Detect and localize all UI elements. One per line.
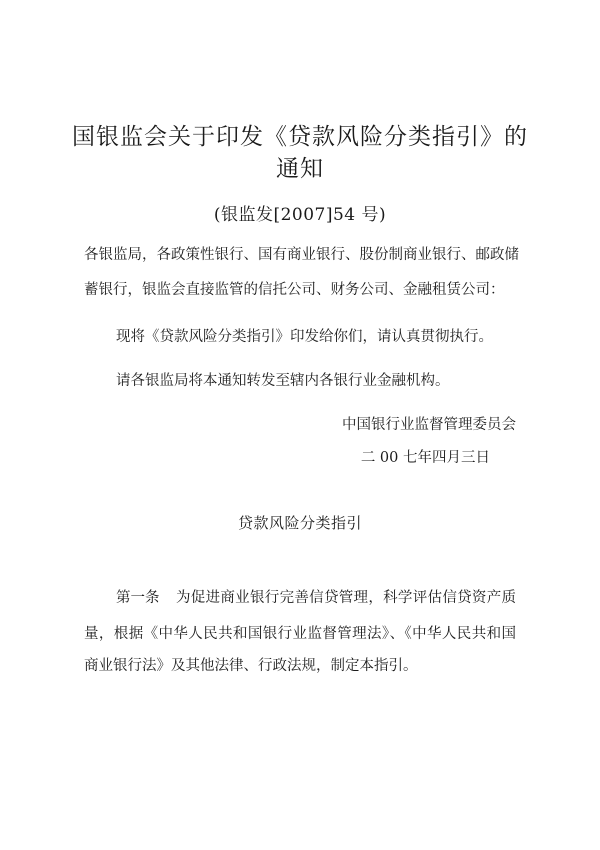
- notice-paragraph1: 现将《贷款风险分类指引》印发给你们，请认真贯彻执行。: [116, 329, 493, 345]
- article1-line1: 为促进商业银行完善信贷管理，科学评估信贷资产质: [176, 590, 516, 606]
- guideline-title: 贷款风险分类指引: [237, 514, 362, 532]
- issue-date: 二 00 七年四月三日: [360, 450, 490, 466]
- addressee-line1: 各银监局，各政策性银行、国有商业银行、股份制商业银行、邮政储: [84, 247, 519, 263]
- article1-label: 第一条: [116, 590, 160, 606]
- article1-line3: 商业银行法》及其他法律、行政法规，制定本指引。: [84, 658, 418, 674]
- document-title-line2: 通知: [276, 156, 324, 182]
- article1-line2: 量，根据《中华人民共和国银行业监督管理法》、《中华人民共和国: [84, 626, 516, 642]
- notice-paragraph2: 请各银监局将本通知转发至辖内各银行业金融机构。: [116, 373, 450, 389]
- document-title-line1: 国银监会关于印发《贷款风险分类指引》的: [72, 124, 528, 150]
- addressee-line2: 蓄银行，银监会直接监管的信托公司、财务公司、金融租赁公司：: [84, 282, 505, 298]
- document-number: (银监发[2007]54 号): [213, 205, 387, 225]
- issuer-signature: 中国银行业监督管理委员会: [342, 417, 516, 433]
